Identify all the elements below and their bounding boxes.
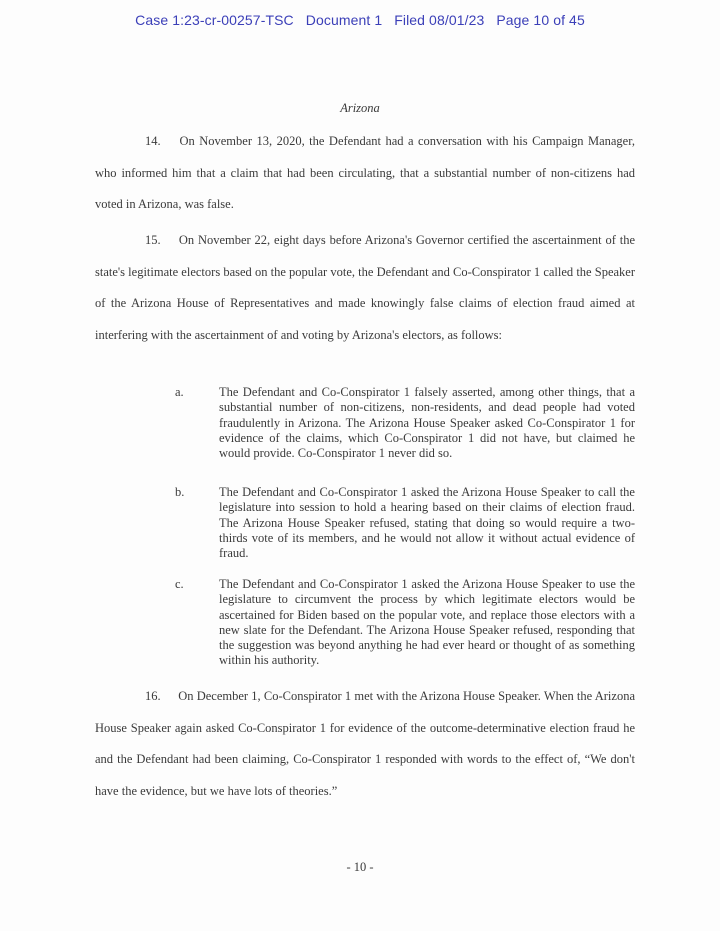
subparagraph-marker: b. bbox=[175, 485, 185, 499]
subparagraph-text: The Defendant and Co-Conspirator 1 asked the Arizona House Speaker to call the legislature into session to hold a hearing based on their claims of election fraud. The Arizona House Speaker refused, stating that doing so would require a two-thirds vote of its members, and he would not allow it without actual evidence of fraud. bbox=[219, 485, 635, 561]
subparagraph-marker: c. bbox=[175, 577, 184, 591]
paragraph-text: On November 13, 2020, the Defendant had a conversation with his Campaign Manager, who informed him that a claim that had been circulating, that a substantial number of non-citizens had voted in Arizona, was false. bbox=[95, 134, 635, 211]
subparagraph-b bbox=[175, 485, 635, 561]
subparagraph-text: The Defendant and Co-Conspirator 1 asked the Arizona House Speaker to use the legislature to circumvent the process by which legitimate electors would be ascertained for Biden based on the popular vote, and replace those electors with a new slate for the Defendant. The Arizona House Speaker refused, responding that the suggestion was beyond anything he had ever heard or thought of as something within his authority. bbox=[219, 577, 635, 668]
paragraph-14 bbox=[95, 126, 635, 221]
case-number: Case 1:23-cr-00257-TSC bbox=[135, 12, 294, 28]
paragraph-text: On December 1, Co-Conspirator 1 met with the Arizona House Speaker. When the Arizona House Speaker again asked Co-Conspirator 1 for evidence of the outcome-determinative election fraud he and the Defendant had been claiming, Co-Conspirator 1 responded with words to the effect of, “We don't have the evidence, but we have lots of theories.” bbox=[95, 689, 635, 798]
paragraph-number: 16. bbox=[145, 689, 161, 703]
filed-date: Filed 08/01/23 bbox=[394, 12, 485, 28]
subparagraph-text: The Defendant and Co-Conspirator 1 falsely asserted, among other things, that a substantial number of non-citizens, non-residents, and dead people had voted fraudulently in Arizona. The Arizona House Speaker asked Co-Conspirator 1 for evidence of the claims, which Co-Conspirator 1 did not have, but claimed he would provide. Co-Conspirator 1 never did so. bbox=[219, 385, 635, 461]
subparagraph-marker: a. bbox=[175, 385, 184, 399]
court-filing-header bbox=[0, 12, 720, 28]
page-count: Page 10 of 45 bbox=[496, 12, 585, 28]
page-number-footer: - 10 - bbox=[346, 860, 374, 874]
paragraph-number: 14. bbox=[145, 134, 161, 148]
subparagraph-c bbox=[175, 577, 635, 669]
paragraph-number: 15. bbox=[145, 233, 161, 247]
paragraph-text: On November 22, eight days before Arizona's Governor certified the ascertainment of the state's legitimate electors based on the popular vote, the Defendant and Co-Conspirator 1 called the Speaker of the Arizona House of Representatives and made knowingly false claims of election fraud aimed at interfering with the ascertainment of and voting by Arizona's electors, as follows: bbox=[95, 233, 636, 342]
paragraph-16 bbox=[95, 681, 635, 807]
section-title: Arizona bbox=[340, 101, 380, 115]
subparagraph-a bbox=[175, 385, 635, 461]
paragraph-15 bbox=[95, 225, 635, 351]
document-number: Document 1 bbox=[305, 12, 383, 28]
